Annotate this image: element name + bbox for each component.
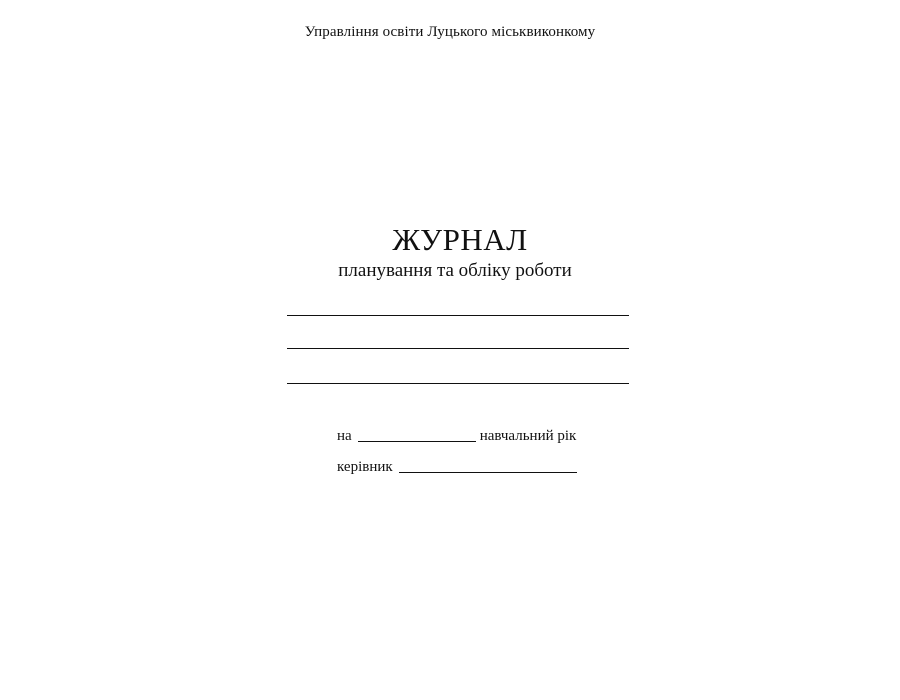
fill-in-line-2 <box>287 348 629 349</box>
journal-title: ЖУРНАЛ <box>392 222 528 257</box>
head-row <box>337 456 581 476</box>
fill-in-line-3 <box>287 383 629 384</box>
year-prefix-label: на <box>337 428 352 444</box>
academic-year-blank <box>358 427 476 442</box>
head-name-blank <box>399 458 577 473</box>
head-label: керівник <box>337 459 393 475</box>
organization-heading: Управління освіти Луцького міськвиконкому <box>304 24 596 40</box>
fill-in-line-1 <box>287 315 629 316</box>
year-suffix-label: навчальний рік <box>479 428 577 444</box>
journal-subtitle: планування та обліку роботи <box>338 260 572 281</box>
academic-year-row <box>337 425 576 445</box>
